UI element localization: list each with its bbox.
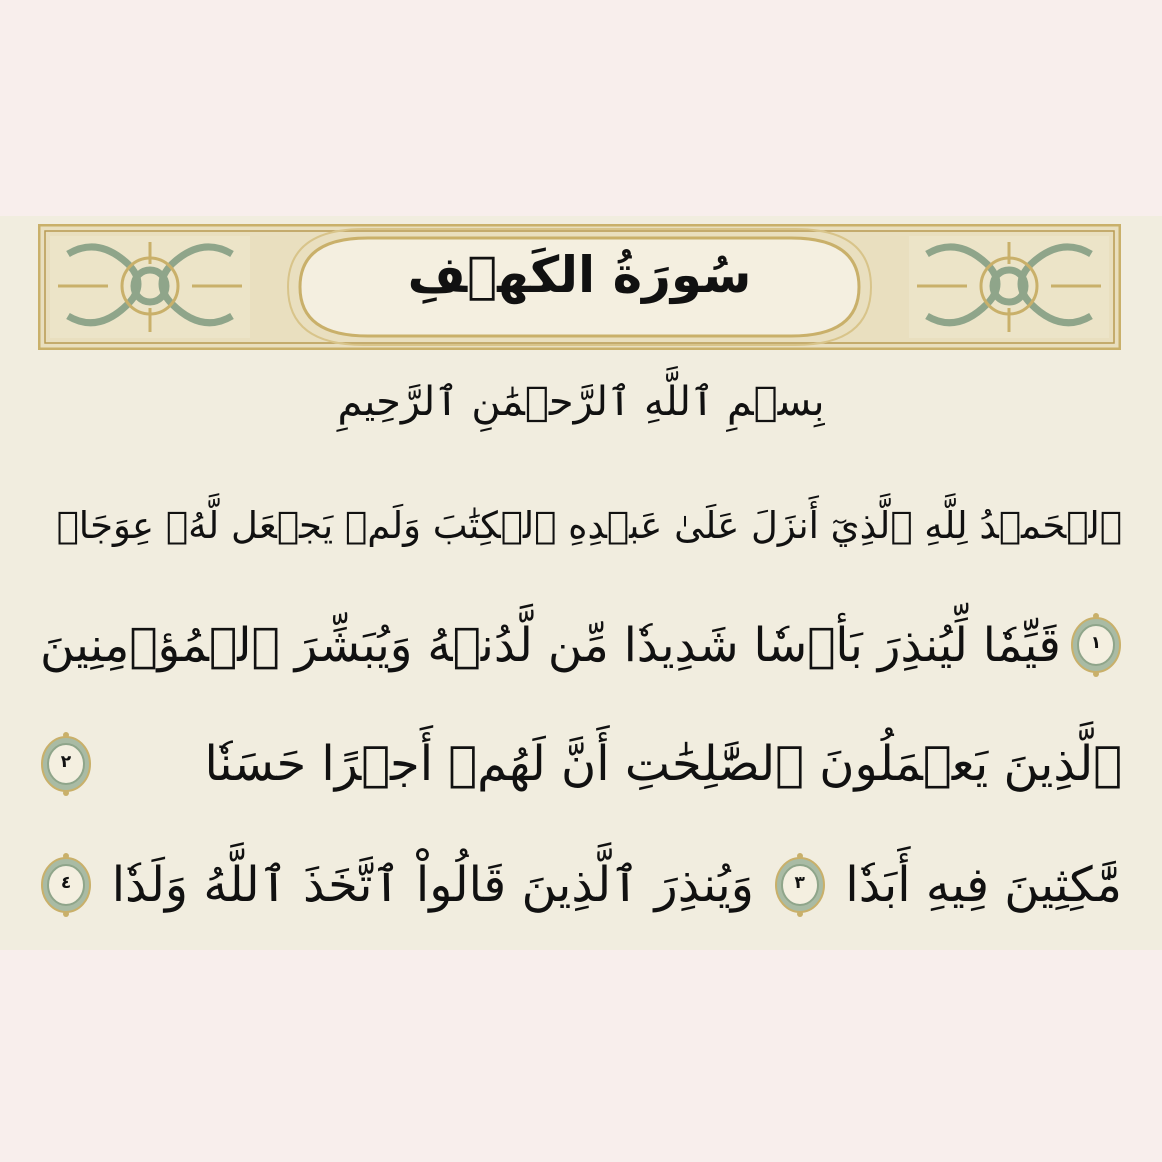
verse-line-1 [40, 480, 1122, 570]
verse-end-marker [1070, 612, 1122, 678]
verse-line-2 [40, 600, 1122, 690]
verse-text: مَّٰكِثِينَ فِيهِ أَبَدٗا [845, 857, 1122, 913]
verse-text: ٱلۡحَمۡدُ لِلَّهِ ٱلَّذِيٓ أَنزَلَ عَلَىٰ عَبۡدِهِ ٱلۡكِتَٰبَ وَلَمۡ يَجۡعَل لَّهُۥ عِوَجَاۜ [56, 503, 1122, 547]
verse-end-marker [40, 731, 92, 797]
surah-title: سُورَةُ الكَهۡفِ [407, 246, 752, 304]
verse-text: وَيُنذِرَ ٱلَّذِينَ قَالُواْ ٱتَّخَذَ ٱللَّهُ وَلَدٗا [111, 857, 754, 913]
verse-line-4 [40, 840, 1122, 930]
basmala: بِسۡمِ ٱللَّهِ ٱلرَّحۡمَٰنِ ٱلرَّحِيمِ [337, 379, 825, 425]
verse-end-marker [40, 852, 92, 918]
verse-text: ٱلَّذِينَ يَعۡمَلُونَ ٱلصَّٰلِحَٰتِ أَنَّ لَهُمۡ أَجۡرًا حَسَنٗا [204, 736, 1122, 792]
verse-line-3 [40, 719, 1122, 809]
mushaf-page [0, 216, 1162, 950]
verse-number: ٢ [60, 752, 72, 772]
verse-end-marker [774, 852, 826, 918]
verse-number: ٣ [794, 873, 805, 893]
verse-number: ١ [1090, 633, 1102, 653]
verse-text: قَيِّمٗا لِّيُنذِرَ بَأۡسٗا شَدِيدٗا مِّن لَّدُنۡهُ وَيُبَشِّرَ ٱلۡمُؤۡمِنِينَ [40, 617, 1061, 673]
surah-header [38, 224, 1121, 350]
verse-number: ٤ [60, 873, 72, 893]
